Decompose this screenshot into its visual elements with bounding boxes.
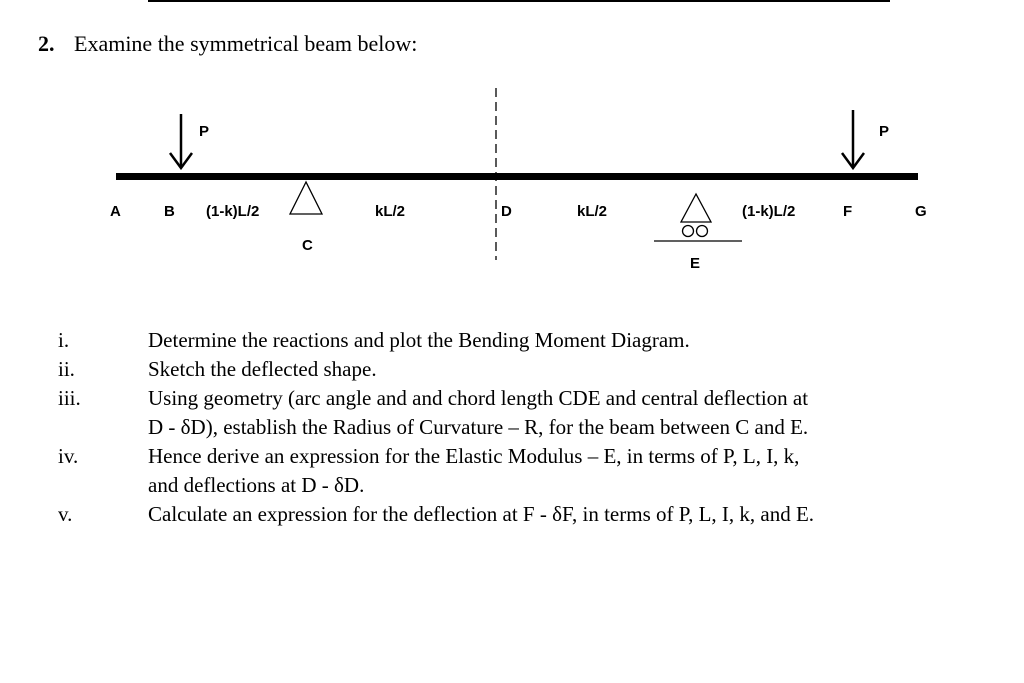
task-list: [58, 326, 958, 529]
question-heading: [38, 30, 417, 58]
task-item: [58, 384, 958, 442]
point-label-a: A: [110, 203, 121, 220]
task-text: Using geometry (arc angle and and chord length CDE and central deflection at: [148, 386, 809, 410]
task-number: i.: [58, 328, 70, 352]
task-number: iii.: [58, 386, 81, 410]
segment-label-bc: (1-k)L/2: [206, 203, 260, 220]
point-label-c: C: [302, 237, 313, 254]
task-number: v.: [58, 502, 73, 526]
beam-diagram: [0, 80, 1024, 290]
task-item: [58, 326, 958, 355]
roller-support-e: [654, 194, 742, 241]
task-text: Calculate an expression for the deflection at F - δF, in terms of P, L, I, k, and E.: [148, 502, 815, 526]
point-label-e: E: [690, 255, 701, 272]
task-number: iv.: [58, 444, 79, 468]
point-label-b: B: [164, 203, 175, 220]
load-arrow-left: [170, 114, 192, 168]
point-label-g: G: [915, 203, 927, 220]
task-item: [58, 355, 958, 384]
top-rule: [148, 0, 890, 2]
segment-label-ef: (1-k)L/2: [742, 203, 796, 220]
task-item: [58, 442, 958, 500]
pin-support-c: [290, 182, 322, 214]
task-text: Determine the reactions and plot the Bending Moment Diagram.: [148, 328, 690, 352]
point-label-f: F: [843, 203, 853, 220]
task-text: and deflections at D - δD.: [148, 473, 365, 497]
task-number: ii.: [58, 357, 75, 381]
segment-label-cd: kL/2: [375, 203, 406, 220]
task-text: Hence derive an expression for the Elastic Modulus – E, in terms of P, L, I, k,: [148, 444, 800, 468]
question-prompt: Examine the symmetrical beam below:: [74, 31, 418, 56]
question-number: 2.: [38, 31, 55, 56]
load-label-left: P: [199, 123, 210, 140]
task-text: Sketch the deflected shape.: [148, 357, 377, 381]
segment-label-de: kL/2: [577, 203, 608, 220]
point-label-d: D: [501, 203, 512, 220]
load-arrow-right: [842, 110, 864, 168]
task-text: D - δD), establish the Radius of Curvature – R, for the beam between C and E.: [148, 415, 809, 439]
beam: [116, 173, 918, 180]
load-label-right: P: [879, 123, 890, 140]
task-item: [58, 500, 958, 529]
